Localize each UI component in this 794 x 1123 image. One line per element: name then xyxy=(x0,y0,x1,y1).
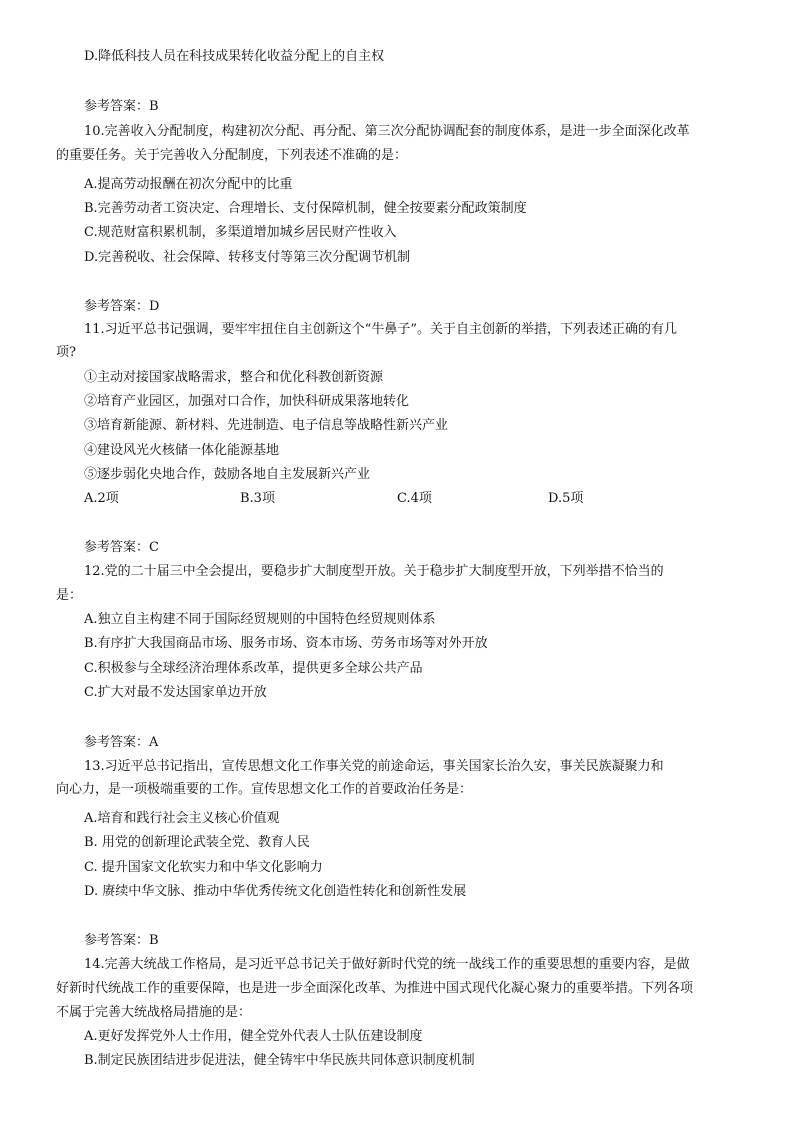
q10-option-a: A.提高劳动报酬在初次分配中的比重 xyxy=(84,177,293,192)
q11-stem-line2: 项? xyxy=(56,345,76,360)
q11-item-5: ⑤逐步弱化央地合作，鼓励各地自主发展新兴产业 xyxy=(84,467,371,482)
q11-option-b: B.3项 xyxy=(240,491,275,506)
q13-option-b: B. 用党的创新理论武装全党、教育人民 xyxy=(84,835,310,850)
q10-stem-line1: 10.完善收入分配制度，构建初次分配、再分配、第三次分配协调配套的制度体系，是进一步全面深化改革 xyxy=(84,124,690,139)
q13-option-d: D. 赓续中华文脉、推动中华优秀传统文化创造性转化和创新性发展 xyxy=(84,884,467,899)
q12-answer: 参考答案：A xyxy=(84,735,159,750)
q10-answer: 参考答案：D xyxy=(84,299,160,314)
q12-option-a: A.独立自主构建不同于国际经贸规则的中国特色经贸规则体系 xyxy=(84,612,436,627)
q12-option-d: C.扩大对最不发达国家单边开放 xyxy=(84,685,267,700)
q11-stem-line1: 11.习近平总书记强调，要牢牢扭住自主创新这个“牛鼻子”。关于自主创新的举措，下列表述正确的有几 xyxy=(84,322,677,337)
q14-stem-line1: 14.完善大统战工作格局，是习近平总书记关于做好新时代党的统一战线工作的重要思想的重要内容，是做 xyxy=(84,957,690,972)
q11-option-a: A.2项 xyxy=(84,491,119,506)
q14-option-b: B.制定民族团结进步促进法，健全铸牢中华民族共同体意识制度机制 xyxy=(84,1053,475,1068)
q11-option-c: C.4项 xyxy=(397,491,432,506)
q13-option-c: C. 提升国家文化软实力和中华文化影响力 xyxy=(84,860,323,875)
q14-stem-line2: 好新时代统战工作的重要保障，也是进一步全面深化改革、为推进中国式现代化凝心聚力的重要举措。下列各项 xyxy=(56,981,694,996)
q11-option-d: D.5项 xyxy=(548,491,584,506)
q14-stem-line3: 不属于完善大统战格局措施的是： xyxy=(56,1005,252,1020)
q10-stem-line2: 的重要任务。关于完善收入分配制度，下列表述不准确的是： xyxy=(56,148,408,163)
q11-item-1: ①主动对接国家战略需求，整合和优化科教创新资源 xyxy=(84,370,384,385)
q13-stem-line2: 向心力，是一项极端重要的工作。宣传思想文化工作的首要政治任务是： xyxy=(56,782,473,797)
q13-option-a: A.培育和践行社会主义核心价值观 xyxy=(84,811,280,826)
q9-answer: 参考答案：B xyxy=(84,99,159,114)
q13-answer: 参考答案：B xyxy=(84,933,159,948)
q10-option-d: D.完善税收、社会保障、转移支付等第三次分配调节机制 xyxy=(84,250,411,265)
q14-option-a: A.更好发挥党外人士作用，健全党外代表人士队伍建设制度 xyxy=(84,1029,423,1044)
q12-option-c: C.积极参与全球经济治理体系改革，提供更多全球公共产品 xyxy=(84,661,423,676)
q13-stem-line1: 13.习近平总书记指出，宣传思想文化工作事关党的前途命运，事关国家长治久安，事关民族凝聚力和 xyxy=(84,759,664,774)
q11-item-2: ②培育产业园区，加强对口合作，加快科研成果落地转化 xyxy=(84,394,410,409)
q11-answer: 参考答案：C xyxy=(84,540,159,555)
q10-option-c: C.规范财富积累机制，多渠道增加城乡居民财产性收入 xyxy=(84,225,397,240)
q9-option-d: D.降低科技人员在科技成果转化收益分配上的自主权 xyxy=(84,49,385,64)
q11-item-4: ④建设风光火核储一体化能源基地 xyxy=(84,443,280,458)
q12-stem-line2: 是： xyxy=(56,588,83,603)
q11-item-3: ③培育新能源、新材料、先进制造、电子信息等战略性新兴产业 xyxy=(84,418,449,433)
q12-option-b: B.有序扩大我国商品市场、服务市场、资本市场、劳务市场等对外开放 xyxy=(84,636,488,651)
q12-stem-line1: 12.党的二十届三中全会提出，要稳步扩大制度型开放。关于稳步扩大制度型开放，下列举措不恰当的 xyxy=(84,564,664,579)
q10-option-b: B.完善劳动者工资决定、合理增长、支付保障机制，健全按要素分配政策制度 xyxy=(84,201,527,216)
